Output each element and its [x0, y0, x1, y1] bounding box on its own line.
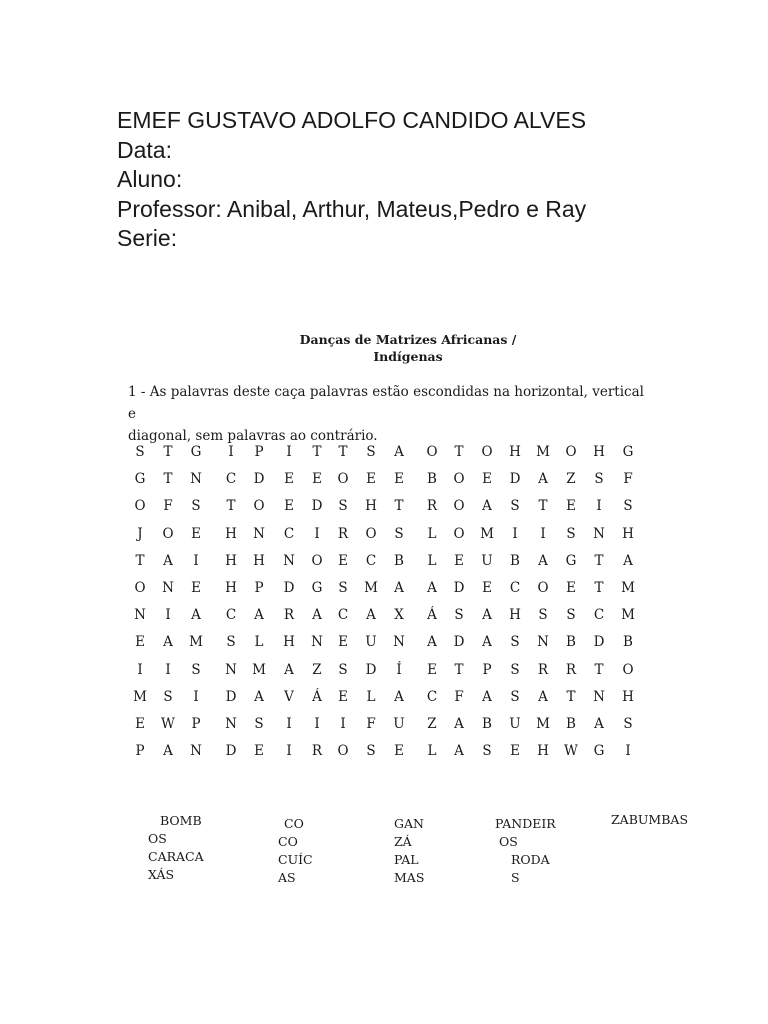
grid-letter: E — [191, 580, 201, 596]
grid-letter: W — [161, 716, 175, 732]
word-bank-cococuicas — [278, 815, 313, 887]
word-bank-line: PAL — [394, 852, 419, 867]
student-label: Aluno: — [117, 166, 183, 192]
grid-letter: I — [286, 444, 292, 460]
grid-letter: U — [393, 716, 405, 732]
grid-letter: E — [338, 688, 348, 705]
grid-letter: D — [593, 634, 605, 651]
grid-letter: T — [226, 498, 236, 515]
grid-letter: E — [338, 634, 348, 651]
grid-letter: T — [135, 552, 145, 569]
grid-letter: B — [482, 716, 492, 732]
grid-letter: I — [286, 743, 292, 760]
grid-letter: A — [394, 688, 404, 705]
word-bank-line: GAN — [394, 816, 424, 831]
grid-letter: A — [594, 716, 604, 732]
grid-letter: T — [454, 444, 464, 460]
grid-letter: A — [482, 634, 492, 651]
word-bank-line: ZÁ — [394, 834, 412, 849]
grid-letter: M — [480, 525, 494, 542]
grid-letter: D — [225, 688, 237, 705]
grid-letter: O — [337, 743, 349, 760]
grid-letter: N — [225, 661, 237, 678]
grid-letter: I — [540, 525, 546, 542]
grid-letter: M — [621, 580, 635, 596]
grid-letter: N — [225, 716, 237, 732]
grid-letter: H — [225, 580, 237, 596]
grid-letter: I — [165, 661, 171, 678]
grid-letter: A — [163, 634, 173, 651]
grid-letter: I — [137, 661, 143, 678]
grid-letter: B — [566, 634, 576, 651]
grid-letter: G — [622, 444, 634, 460]
grid-letter: S — [482, 743, 492, 760]
grid-letter: E — [427, 661, 437, 678]
grid-letter: D — [253, 471, 265, 488]
grid-letter: G — [565, 552, 577, 569]
grid-letter: N — [190, 471, 202, 488]
grid-letter: S — [510, 688, 520, 705]
grid-letter: O — [481, 444, 493, 460]
word-bank-zabumbas — [611, 811, 688, 829]
grid-letter: D — [365, 661, 377, 678]
grid-letter: S — [594, 471, 604, 488]
grid-letter: G — [311, 580, 323, 596]
grid-letter: T — [163, 444, 173, 460]
grid-letter: S — [566, 525, 576, 542]
grid-letter: A — [254, 607, 264, 624]
grid-letter: O — [134, 580, 146, 596]
word-bank-line: CO — [284, 816, 304, 831]
word-bank-bombos — [148, 812, 204, 884]
grid-letter: M — [189, 634, 203, 651]
grid-letter: T — [594, 580, 604, 596]
grid-letter: D — [453, 580, 465, 596]
grid-letter: S — [510, 634, 520, 651]
word-bank-line: S — [511, 870, 520, 885]
grid-letter: F — [366, 716, 376, 732]
grid-letter: N — [537, 634, 549, 651]
grid-letter: Í — [396, 661, 402, 678]
grid-letter: O — [426, 444, 438, 460]
grid-letter: D — [283, 580, 295, 596]
grid-letter: S — [254, 716, 264, 732]
grid-letter: S — [338, 661, 348, 678]
word-bank-line: CO — [278, 834, 298, 849]
grid-letter: A — [427, 634, 437, 651]
grid-letter: I — [286, 716, 292, 732]
word-bank-line: XÁS — [148, 867, 175, 882]
grid-letter: P — [254, 444, 264, 460]
grid-letter: P — [191, 716, 201, 732]
grid-letter: F — [163, 498, 173, 515]
grid-letter: I — [228, 444, 234, 460]
grid-letter: C — [337, 607, 349, 624]
grid-letter: S — [510, 661, 520, 678]
grid-letter: N — [593, 688, 605, 705]
grid-letter: S — [623, 716, 633, 732]
grid-letter: H — [283, 634, 295, 651]
word-bank-line: CARACA — [148, 849, 204, 864]
grid-letter: E — [482, 580, 492, 596]
word-bank-line: PANDEIR — [495, 816, 556, 831]
grid-letter: E — [482, 471, 492, 488]
grid-letter: B — [510, 552, 520, 569]
grid-letter: I — [193, 688, 199, 705]
grid-letter: S — [366, 444, 376, 460]
grid-letter: E — [312, 471, 322, 488]
grid-letter: E — [454, 552, 464, 569]
grid-letter: S — [454, 607, 464, 624]
grid-letter: O — [365, 525, 377, 542]
grid-letter: D — [509, 471, 521, 488]
grid-letter: A — [623, 552, 633, 569]
grid-letter: N — [190, 743, 202, 760]
grid-letter: L — [427, 552, 437, 569]
grid-letter: E — [284, 471, 294, 488]
grid-letter: X — [394, 607, 404, 624]
grid-letter: U — [365, 634, 377, 651]
grid-letter: S — [191, 498, 201, 515]
word-bank-line: OS — [499, 834, 518, 849]
grid-letter: R — [565, 661, 577, 678]
grid-letter: R — [283, 607, 295, 624]
date-label: Data: — [117, 136, 172, 163]
grid-letter: D — [225, 743, 237, 760]
grid-letter: H — [225, 525, 237, 542]
grid-letter: N — [134, 607, 146, 624]
grid-letter: F — [623, 471, 633, 488]
grid-letter: A — [191, 607, 201, 624]
grid-letter: A — [482, 688, 492, 705]
grid-letter: D — [311, 498, 323, 515]
grid-letter: S — [135, 444, 145, 460]
grid-letter: O — [537, 580, 549, 596]
grid-letter: T — [454, 661, 464, 678]
grid-letter: A — [427, 580, 437, 596]
grid-letter: E — [135, 716, 145, 732]
grid-letter: A — [254, 688, 264, 705]
grid-letter: B — [623, 634, 633, 651]
grid-letter: M — [252, 661, 266, 678]
grid-letter: B — [427, 471, 437, 488]
grid-letter: V — [284, 688, 294, 705]
grid-letter: E — [394, 471, 404, 488]
grid-letter: H — [509, 444, 521, 460]
grid-letter: O — [453, 471, 465, 488]
grid-letter: I — [193, 552, 199, 569]
school-name: EMEF GUSTAVO ADOLFO CANDIDO ALVES — [117, 107, 587, 133]
grid-letter: H — [622, 688, 634, 705]
grid-letter: G — [134, 471, 146, 488]
grid-letter: N — [283, 552, 295, 569]
grid-letter: E — [510, 743, 520, 760]
grid-letter: Á — [312, 688, 322, 705]
grid-letter: H — [225, 552, 237, 569]
grid-letter: P — [482, 661, 492, 678]
grid-letter: T — [594, 661, 604, 678]
grid-letter: S — [366, 743, 376, 760]
word-bank-line: CUÍC — [278, 852, 313, 867]
grid-letter: I — [596, 498, 602, 515]
grid-letter: I — [512, 525, 518, 542]
grid-letter: E — [394, 743, 404, 760]
grid-letter: L — [427, 743, 437, 760]
grid-letter: E — [284, 498, 294, 515]
grid-letter: S — [163, 688, 173, 705]
instruction-line-1: 1 - As palavras deste caça palavras estão escondidas na horizontal, vertical e — [128, 384, 644, 422]
word-bank-line: OS — [148, 831, 167, 846]
grid-letter: S — [338, 498, 348, 515]
grid-letter: G — [190, 444, 202, 460]
grid-letter: O — [337, 471, 349, 488]
grid-letter: N — [311, 634, 323, 651]
grid-letter: A — [394, 444, 404, 460]
grid-letter: S — [338, 580, 348, 596]
grid-letter: E — [566, 580, 576, 596]
grid-letter: I — [625, 743, 631, 760]
grid-letter: T — [338, 444, 348, 460]
grid-letter: N — [593, 525, 605, 542]
grid-letter: A — [454, 716, 464, 732]
grid-letter: P — [254, 580, 264, 596]
word-bank-line: ZABUMBAS — [611, 812, 689, 827]
grid-letter: M — [133, 688, 147, 705]
grid-letter: T — [312, 444, 322, 460]
word-bank-line: MAS — [394, 870, 425, 885]
grid-letter: B — [566, 716, 576, 732]
grid-letter: B — [394, 552, 404, 569]
grid-letter: S — [566, 607, 576, 624]
grid-letter: C — [426, 688, 438, 705]
grid-letter: O — [453, 498, 465, 515]
word-bank-ganza-palmas — [394, 815, 424, 887]
grid-letter: Z — [566, 471, 576, 488]
grid-letter: C — [225, 471, 237, 488]
grid-letter: L — [366, 688, 376, 705]
grid-letter: W — [564, 743, 578, 760]
grid-letter: S — [394, 525, 404, 542]
grid-letter: G — [593, 743, 605, 760]
grid-letter: I — [314, 716, 320, 732]
grid-letter: A — [482, 498, 492, 515]
grid-letter: E — [254, 743, 264, 760]
grid-letter: A — [538, 552, 548, 569]
grid-letter: J — [137, 525, 143, 542]
instruction-line-2: diagonal, sem palavras ao contrário. — [128, 428, 378, 444]
grid-letter: O — [253, 498, 265, 515]
grid-letter: Á — [427, 607, 437, 624]
grid-letter: C — [509, 580, 521, 596]
grid-letter: H — [253, 552, 265, 569]
grid-letter: M — [536, 716, 550, 732]
grid-letter: S — [510, 498, 520, 515]
grid-letter: O — [162, 525, 174, 542]
grid-letter: H — [622, 525, 634, 542]
grid-letter: T — [163, 471, 173, 488]
grid-letter: P — [135, 743, 145, 760]
word-bank-line: AS — [278, 870, 296, 885]
grid-letter: E — [338, 552, 348, 569]
grid-letter: I — [314, 525, 320, 542]
grid-letter: O — [453, 525, 465, 542]
grid-letter: R — [337, 525, 349, 542]
grid-letter: T — [394, 498, 404, 515]
grid-letter: O — [622, 661, 634, 678]
grid-letter: H — [593, 444, 605, 460]
grid-letter: E — [191, 525, 201, 542]
grid-letter: S — [538, 607, 548, 624]
grid-letter: L — [427, 525, 437, 542]
grid-letter: A — [163, 552, 173, 569]
grid-letter: I — [340, 716, 346, 732]
grid-letter: A — [538, 471, 548, 488]
activity-title-line-2: Indígenas — [373, 349, 443, 364]
grid-letter: S — [191, 661, 201, 678]
grid-letter: I — [165, 607, 171, 624]
word-bank-pandeiros-rodas — [495, 815, 556, 887]
grid-letter: C — [283, 525, 295, 542]
activity-title-line-1: Danças de Matrizes Africanas / — [299, 332, 517, 347]
grid-letter: Z — [427, 716, 437, 732]
grid-letter: U — [481, 552, 493, 569]
grid-letter: A — [312, 607, 322, 624]
grid-letter: R — [537, 661, 549, 678]
grid-letter: U — [509, 716, 521, 732]
grid-letter: R — [426, 498, 438, 515]
grid-letter: L — [254, 634, 264, 651]
grid-letter: C — [225, 607, 237, 624]
grid-letter: A — [538, 688, 548, 705]
grid-letter: D — [453, 634, 465, 651]
grid-letter: F — [454, 688, 464, 705]
grid-letter: C — [365, 552, 377, 569]
grid-letter: C — [593, 607, 605, 624]
grid-letter: E — [135, 634, 145, 651]
grid-letter: T — [594, 552, 604, 569]
grid-letter: O — [311, 552, 323, 569]
grid-letter: O — [134, 498, 146, 515]
grid-letter: S — [623, 498, 633, 515]
grid-letter: N — [393, 634, 405, 651]
teacher-line: Professor: Anibal, Arthur, Mateus,Pedro e Ray — [117, 195, 587, 222]
grid-letter: M — [621, 607, 635, 624]
grid-letter: M — [536, 444, 550, 460]
grid-letter: N — [253, 525, 265, 542]
grid-letter: A — [163, 743, 173, 760]
grade-label: Serie: — [117, 225, 178, 251]
grid-letter: E — [366, 471, 376, 488]
grid-letter: T — [566, 688, 576, 705]
grid-letter: H — [537, 743, 549, 760]
grid-letter: O — [565, 444, 577, 460]
grid-letter: H — [509, 607, 521, 624]
grid-letter: A — [284, 661, 294, 678]
grid-letter: A — [482, 607, 492, 624]
grid-letter: M — [364, 580, 378, 596]
grid-letter: H — [365, 498, 377, 515]
grid-letter: S — [226, 634, 236, 651]
grid-letter: T — [538, 498, 548, 515]
grid-letter: A — [394, 580, 404, 596]
grid-letter: N — [162, 580, 174, 596]
word-bank-line: BOMB — [160, 813, 202, 828]
grid-letter: A — [454, 743, 464, 760]
word-bank-line: RODA — [511, 852, 550, 867]
grid-letter: Z — [312, 661, 322, 678]
grid-letter: A — [366, 607, 376, 624]
grid-letter: E — [566, 498, 576, 515]
grid-letter: R — [311, 743, 323, 760]
